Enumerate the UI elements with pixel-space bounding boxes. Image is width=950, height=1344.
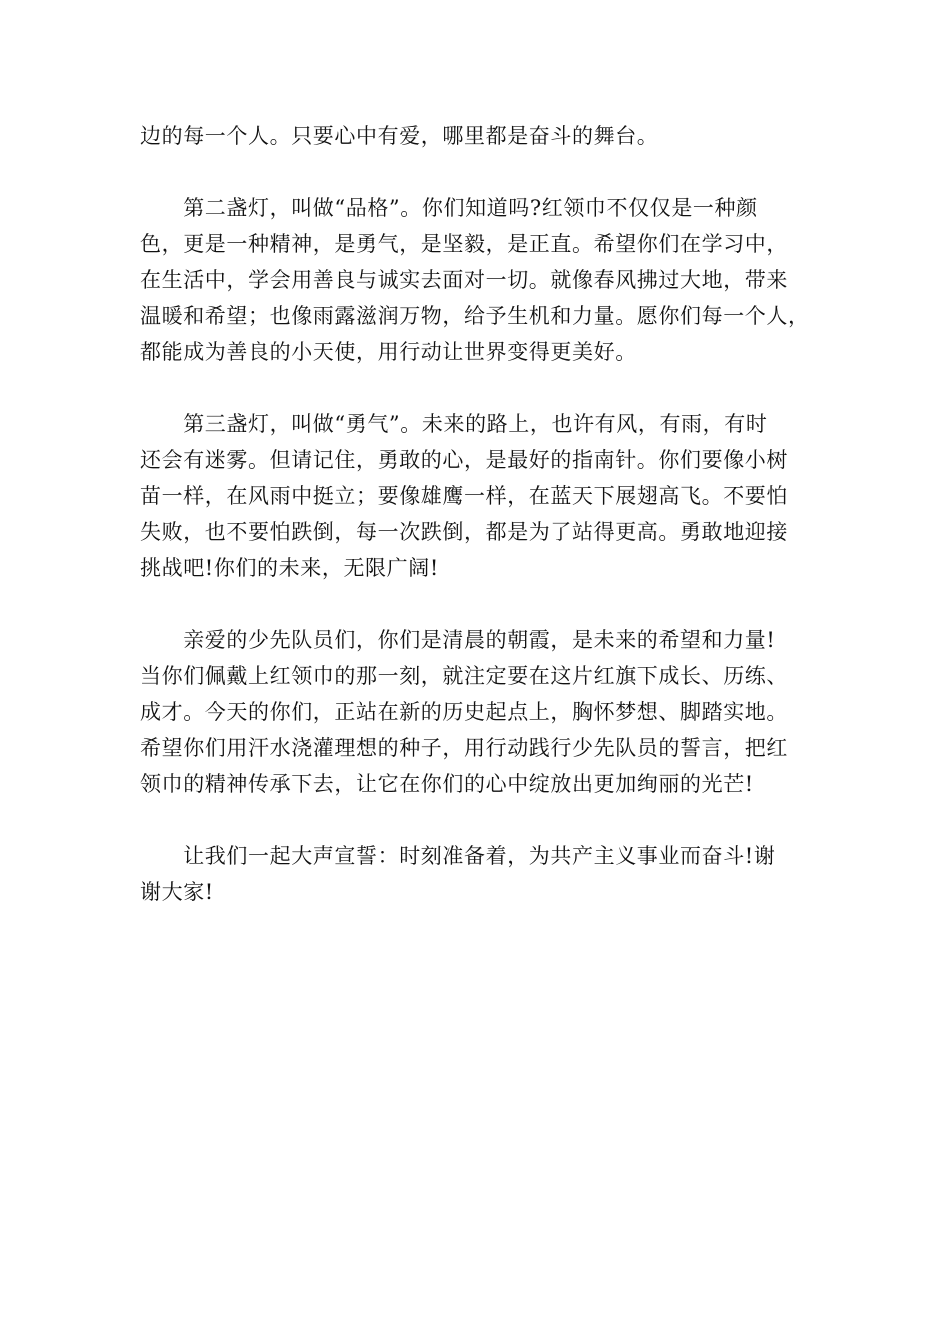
paragraph-dear-pioneers: 亲爱的少先队员们，你们是清晨的朝霞，是未来的希望和力量! 当你们佩戴上红领巾的那一刻，就注定要在这片红旗下成长、历练、 成才。今天的你们，正站在新的历史起点上，胸怀梦想、脚踏实地。 希望你们用汗水浇灌理想的种子，用行动践行少先队员的誓言，把红 领巾的精神传承下去，让它在你们的心中绽放出更加绚丽的光芒! — [140, 628, 788, 796]
document-body — [140, 118, 820, 910]
paragraph-closing-oath: 让我们一起大声宣誓：时刻准备着，为共产主义事业而奋斗!谢 谢大家! — [140, 844, 776, 904]
paragraph-third-lamp: 第三盏灯，叫做“勇气”。未来的路上，也许有风，有雨，有时 还会有迷雾。但请记住，勇敢的心，是最好的指南针。你们要像小树 苗一样，在风雨中挺立；要像雄鹰一样，在蓝天下展翅高飞。不要怕 失败，也不要怕跌倒，每一次跌倒，都是为了站得更高。勇敢地迎接 挑战吧!你们的未来，无限广阔! — [140, 412, 788, 580]
paragraph-continuation: 边的每一个人。只要心中有爱，哪里都是奋斗的舞台。 — [140, 124, 659, 148]
paragraph-second-lamp: 第二盏灯，叫做“品格”。你们知道吗?红领巾不仅仅是一种颜 色，更是一种精神，是勇气，是坚毅，是正直。希望你们在学习中， 在生活中，学会用善良与诚实去面对一切。就像春风拂过大地，带来 温暖和希望；也像雨露滋润万物，给予生机和力量。愿你们每一个人， 都能成为善良的小天使，用行动让世界变得更美好。 — [140, 196, 810, 364]
